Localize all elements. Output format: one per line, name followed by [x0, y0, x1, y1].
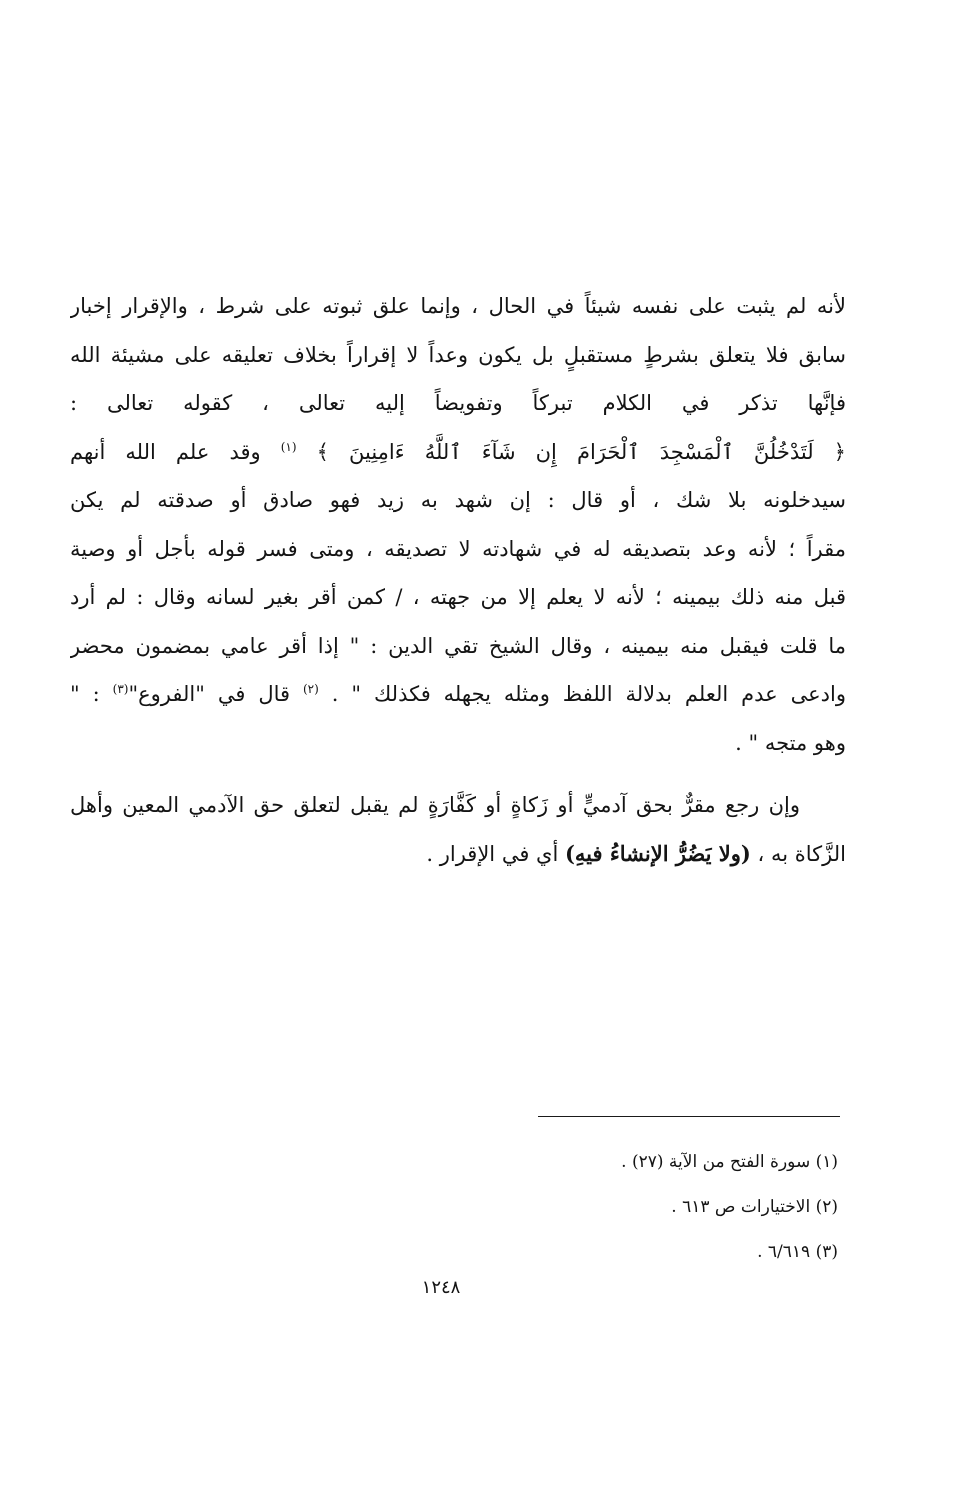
text-fragment: وقد علم الله أنهم	[70, 439, 261, 464]
text-line: سيدخلونه بلا شك ، أو قال : إن شهد به زيد فهو صادق أو صدقته لم يكن	[70, 488, 846, 512]
page-number: ١٢٤٨	[421, 1277, 461, 1298]
footnote-ref-1: (١)	[280, 439, 297, 454]
text-line: فإنَّها تذكر في الكلام تبركاً وتفويضاً إليه تعالى ، كقوله تعالى :	[70, 391, 846, 415]
footnote-separator	[538, 1116, 840, 1117]
text-line-with-verse	[70, 428, 846, 477]
text-line: ما قلت فيقبل منه بيمينه ، وقال الشيخ تقي الدين : " إذا أقر عامي بمضمون محضر	[70, 633, 846, 658]
text-line: وهو متجه " .	[735, 730, 846, 755]
footnote-1: (١) سورة الفتح من الآية (٢٧) .	[621, 1152, 838, 1172]
footnote-ref-3: (٣)	[112, 682, 129, 696]
text-fragment: قال في "الفروع"	[128, 682, 291, 706]
paragraph-gap	[70, 767, 846, 781]
text-line	[70, 830, 846, 879]
quran-verse: ﴿ لَتَدْخُلُنَّ ٱلْمَسْجِدَ ٱلْحَرَامَ إِن شَآءَ ٱللَّهُ ءَامِنِينَ ﴾	[316, 439, 846, 464]
text-line: مقراً ؛ لأنه وعد بتصديقه له في شهادته لا تصديقه ، ومتى فسر قوله بأجل أو وصية	[70, 536, 846, 561]
footnote-2: (٢) الاختيارات ص ٦١٣ .	[671, 1197, 838, 1217]
footnotes	[338, 1140, 838, 1275]
text-line: وإن رجع مقرٌّ بحق آدميٍّ أو زَكاةٍ أو كَفَّارَةٍ لم يقبل لتعلق حق الآدمي المعين وأهل	[70, 793, 800, 817]
text-fragment: أي في الإقرار .	[426, 841, 565, 866]
text-line: لأنه لم يثبت على نفسه شيئاً في الحال ، وإنما علق ثبوته على شرط ، والإقرار إخبار	[70, 294, 846, 318]
text-line-with-refs	[70, 670, 846, 719]
footnote-ref-2: (٢)	[302, 682, 319, 696]
text-line: قبل منه ذلك بيمينه ؛ لأنه لا يعلم إلا من جهته ، / كمن أقر بغير لسانه وقال : لم أرد	[70, 585, 846, 609]
text-line: سابق فلا يتعلق بشرطٍ مستقبلٍ بل يكون وعداً لا إقراراً بخلاف تعليقه على مشيئة الله	[70, 342, 846, 367]
footnote-3: (٣) ٦/٦١٩ .	[757, 1242, 838, 1262]
body-text	[70, 282, 846, 878]
matn-bold-text: (ولا يَضُرُّ الإنشاءُ فيهِ)	[564, 840, 751, 866]
text-fragment: الزَّكاة به ،	[750, 841, 846, 866]
text-fragment: : "	[70, 682, 100, 706]
text-fragment: وادعى عدم العلم بدلالة اللفظ ومثله يجهله فكذلك " .	[331, 682, 846, 706]
